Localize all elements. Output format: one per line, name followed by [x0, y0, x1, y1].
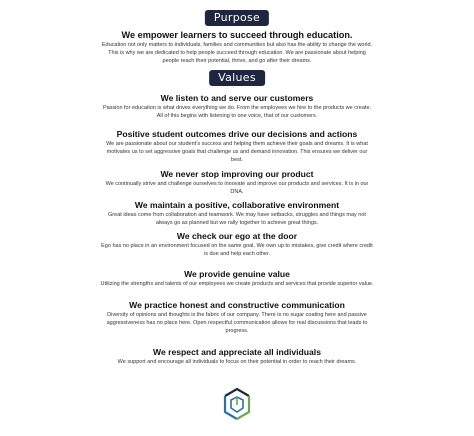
purpose-badge: Purpose — [205, 10, 269, 26]
value-item — [100, 347, 374, 366]
value-item — [100, 231, 374, 258]
value-heading: We never stop improving our product — [160, 169, 314, 179]
purpose-text: Education not only matters to individuals, families and communities but also has the ability to change the world. This is why we are dedicated to help people succeed through education. We are passionate about helping people reach their potential, thrive, and go after their dreams. — [101, 42, 373, 64]
value-heading: We check our ego at the door — [176, 231, 298, 241]
purpose-heading: We empower learners to succeed through education. — [121, 30, 353, 40]
value-item — [100, 269, 374, 288]
value-text: Ego has no place in an environment focused on the same goal. We own up to mistakes, give credit where credit is due and help each other. — [101, 243, 373, 257]
value-item — [100, 93, 374, 120]
value-item — [100, 129, 374, 164]
value-heading: We practice honest and constructive communication — [129, 300, 345, 310]
value-heading: We respect and appreciate all individuals — [153, 347, 321, 357]
value-text: We are passionate about our student’s success and helping them achieve their goals and dreams. It is what motivates us to set aggressive goals that challenge us and demand innovation. This ensures we deliver our best. — [106, 141, 368, 163]
value-heading: We maintain a positive, collaborative environment — [134, 200, 340, 210]
value-text: We continually strive and challenge ourselves to innovate and improve our products and services. It is in our DNA. — [105, 181, 369, 195]
value-text: Passion for education is what drives everything we do. From the employees we hire to the products we create. All of this begins with listening to one voice, that of our customers. — [102, 105, 372, 119]
value-item — [100, 200, 374, 227]
values-badge: Values — [209, 70, 265, 86]
value-item — [100, 300, 374, 335]
purpose-section — [100, 29, 374, 65]
value-text: Great ideas come from collaboration and teamwork. We may have setbacks, struggles and things may not always go as planned but we rally together to achieve great things. — [108, 212, 366, 226]
value-text: Utilizing the strengths and talents of our employees we create products and services that provide superior value. — [100, 281, 374, 287]
value-item — [100, 169, 374, 196]
company-logo-icon — [222, 386, 252, 422]
value-text: Diversity of opinions and thoughts is the fabric of our company. There is no sugar coating here and passive aggressiveness has no place here. Open respectful communication allows for real discussions that leads to progress. — [106, 312, 368, 334]
value-heading: Positive student outcomes drive our decisions and actions — [116, 129, 358, 139]
value-heading: We listen to and serve our customers — [160, 93, 314, 103]
value-text: We support and encourage all individuals to focus on their potential in order to reach their dreams. — [117, 359, 357, 365]
value-heading: We provide genuine value — [184, 269, 290, 279]
